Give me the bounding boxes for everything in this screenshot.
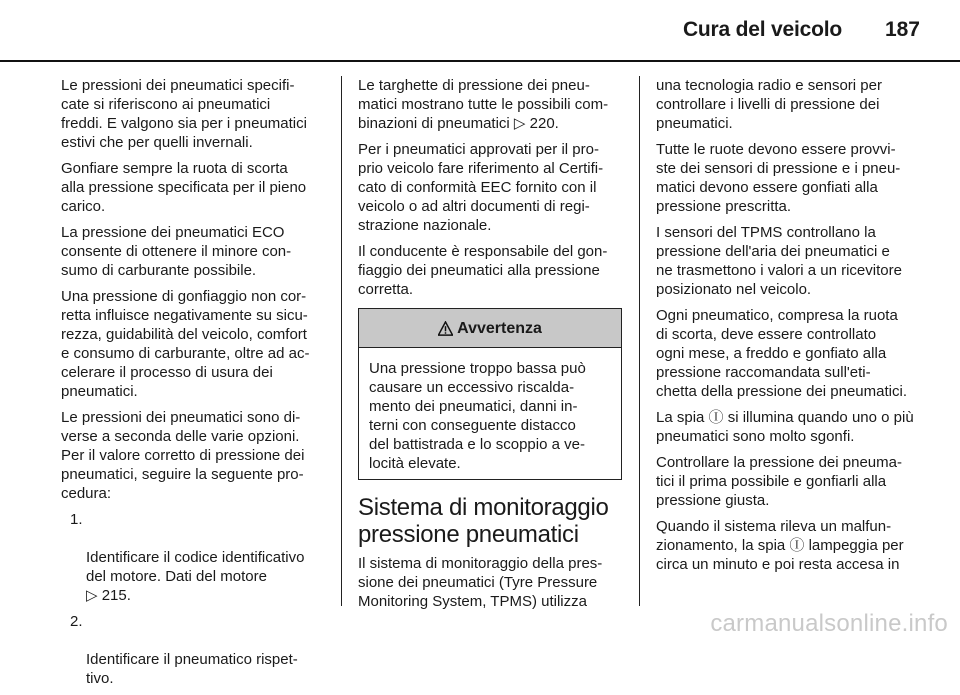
list-text: Identificare il codice identificativo del motore. Dati del motore ▷ 215. <box>86 549 305 604</box>
paragraph: Le targhette di pressione dei pneu- matici mostrano tutte le possibili com- binazioni di pneumatici ▷ 220. <box>358 77 609 132</box>
warning-header <box>359 309 621 348</box>
warning-title: Avvertenza <box>457 319 542 337</box>
section-heading: Sistema di monitoraggio pressione pneumatici <box>358 494 609 548</box>
page-header <box>0 0 960 62</box>
paragraph: Le pressioni dei pneumatici specifi- cate si riferiscono ai pneumatici freddi. E valgono sia per i pneumatici estivi che per quelli invernali. <box>61 77 307 151</box>
procedure-list <box>61 510 329 688</box>
paragraph: una tecnologia radio e sensori per controllare i livelli di pressione dei pneumatici. <box>656 77 882 132</box>
column-divider-1 <box>341 76 342 606</box>
page-number: 187 <box>884 18 920 41</box>
list-number: 1. <box>70 511 83 528</box>
column-2 <box>358 76 622 618</box>
page-title: Cura del veicolo <box>682 18 842 41</box>
column-3 <box>656 76 924 581</box>
watermark: carmanualsonline.info <box>710 610 948 637</box>
paragraph: Controllare la pressione dei pneuma- tici il prima possibile e gonfiarli alla pressione giusta. <box>656 454 902 509</box>
paragraph: Ogni pneumatico, compresa la ruota di scorta, deve essere controllato ogni mese, a freddo e gonfiato alla pressione raccomandata sull'eti- chetta della pressione dei pneumatici. <box>656 307 907 400</box>
paragraph: Quando il sistema rileva un malfun- zionamento, la spia Ⓘ lampeggia per circa un minuto e poi resta accesa in <box>656 518 904 573</box>
paragraph: La spia Ⓘ si illumina quando uno o più pneumatici sono molto sgonfi. <box>656 409 914 445</box>
column-divider-2 <box>639 76 640 606</box>
paragraph: Il conducente è responsabile del gon- fiaggio dei pneumatici alla pressione corretta. <box>358 243 608 298</box>
paragraph: Una pressione di gonfiaggio non cor- retta influisce negativamente su sicu- rezza, guidabilità del veicolo, comfort e consumo di carburante, oltre ad ac- celerare il processo di usura dei pneumatici. <box>61 288 310 400</box>
list-item <box>61 510 329 605</box>
warning-box <box>358 308 622 480</box>
list-item <box>61 612 329 688</box>
paragraph: I sensori del TPMS controllano la pressione dell'aria dei pneumatici e ne trasmettono i valori a un ricevitore posizionato nel veicolo. <box>656 224 902 298</box>
list-number: 2. <box>70 613 83 630</box>
column-1 <box>61 76 329 695</box>
paragraph: La pressione dei pneumatici ECO consente di ottenere il minore con- sumo di carburante possibile. <box>61 224 292 279</box>
paragraph: Gonfiare sempre la ruota di scorta alla pressione specificata per il pieno carico. <box>61 160 307 215</box>
paragraph: Il sistema di monitoraggio della pres- sione dei pneumatici (Tyre Pressure Monitoring System, TPMS) utilizza <box>358 555 603 610</box>
paragraph: Per i pneumatici approvati per il pro- prio veicolo fare riferimento al Certifi- cato di conformità EEC fornito con il veicolo o ad altri documenti di regi- strazione nazionale. <box>358 141 604 234</box>
paragraph: Tutte le ruote devono essere provvi- ste dei sensori di pressione e i pneu- matici devono essere gonfiati alla pressione prescritta. <box>656 141 901 215</box>
warning-text: Una pressione troppo bassa può causare un eccessivo riscalda- mento dei pneumatici, danni in- terni con conseguente distacco del battistrada e lo scoppio a ve- locità elevate. <box>369 360 586 472</box>
paragraph: Le pressioni dei pneumatici sono di- verse a seconda delle varie opzioni. Per il valore corretto di pressione dei pneumatici, seguire la seguente pro- cedura: <box>61 409 305 502</box>
header-rule <box>0 60 960 62</box>
warning-triangle-icon <box>438 321 453 336</box>
list-text: Identificare il pneumatico rispet- tivo. <box>86 651 298 687</box>
